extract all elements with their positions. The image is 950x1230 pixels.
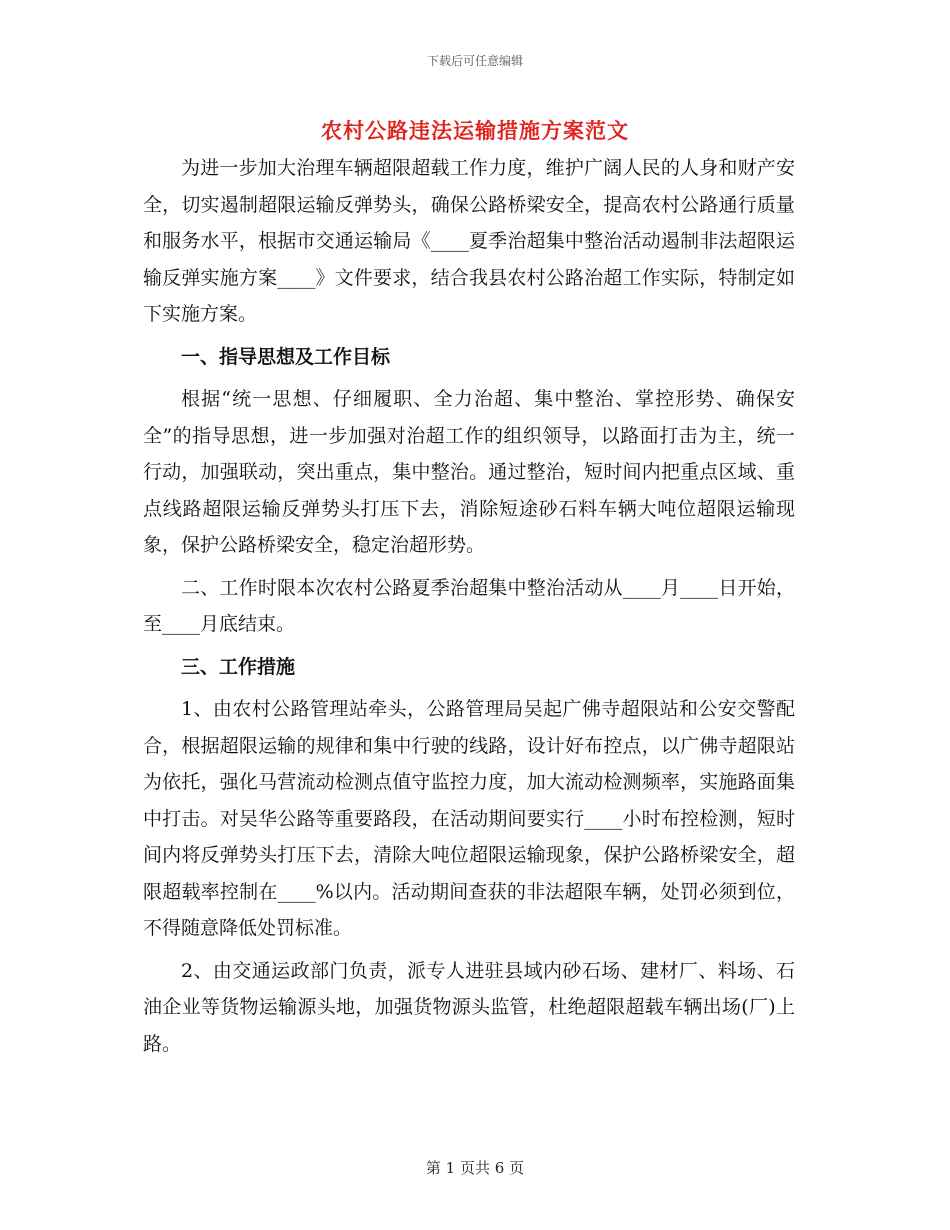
page-footer: 第 1 页共 6 页 [425,1159,525,1177]
section-heading-measures: 三、工作措施 [181,655,296,678]
paragraph-measure-1: 1、由农村公路管理站牵头，公路管理局吴起广佛寺超限站和公安交警配合，根据超限运输的规律和集中行驶的线路，设计好布控点，以广佛寺超限站为依托，强化马营流动检测点值守监控力度，加大流动检测频率，实施路面集中打击。对吴华公路等重要路段，在活动期间要实行____小时布控检测，短时间内将反弹势头打压下去，清除大吨位超限运输现象，保护公路桥梁安全，超限超载率控制在____%以内。活动期间查获的非法超限车辆，处罚必须到位，不得随意降低处罚标准。 [143,698,795,939]
paragraph-time-limit: 二、工作时限本次农村公路夏季治超集中整治活动从____月____日开始，至____月底结束。 [143,576,795,635]
paragraph-intro: 为进一步加大治理车辆超限超载工作力度，维护广阔人民的人身和财产安全，切实遏制超限运输反弹势头，确保公路桥梁安全，提高农村公路通行质量和服务水平，根据市交通运输局《____夏季治超集中整治活动遏制非法超限运输反弹实施方案____》文件要求，结合我县农村公路治超工作实际，特制定如下实施方案。 [143,157,795,325]
document-body [143,150,795,1062]
paragraph-measure-2: 2、由交通运政部门负责，派专人进驻县域内砂石场、建材厂、料场、石油企业等货物运输源头地，加强货物源头监管，杜绝超限超载车辆出场(厂)上路。 [143,959,795,1055]
section-heading-guiding-thought: 一、指导思想及工作目标 [181,345,391,368]
header-note: 下载后可任意编辑 [426,54,523,68]
paragraph-guiding-thought: 根据“统一思想、仔细履职、全力治超、集中整治、掌控形势、确保安全”的指导思想，进一步加强对治超工作的组织领导，以路面打击为主，统一行动，加强联动，突出重点，集中整治。通过整治，短时间内把重点区域、重点线路超限运输反弹势头打压下去，消除短途砂石料车辆大吨位超限运输现象，保护公路桥梁安全，稳定治超形势。 [143,388,795,556]
document-title: 农村公路违法运输措施方案范文 [321,118,629,143]
